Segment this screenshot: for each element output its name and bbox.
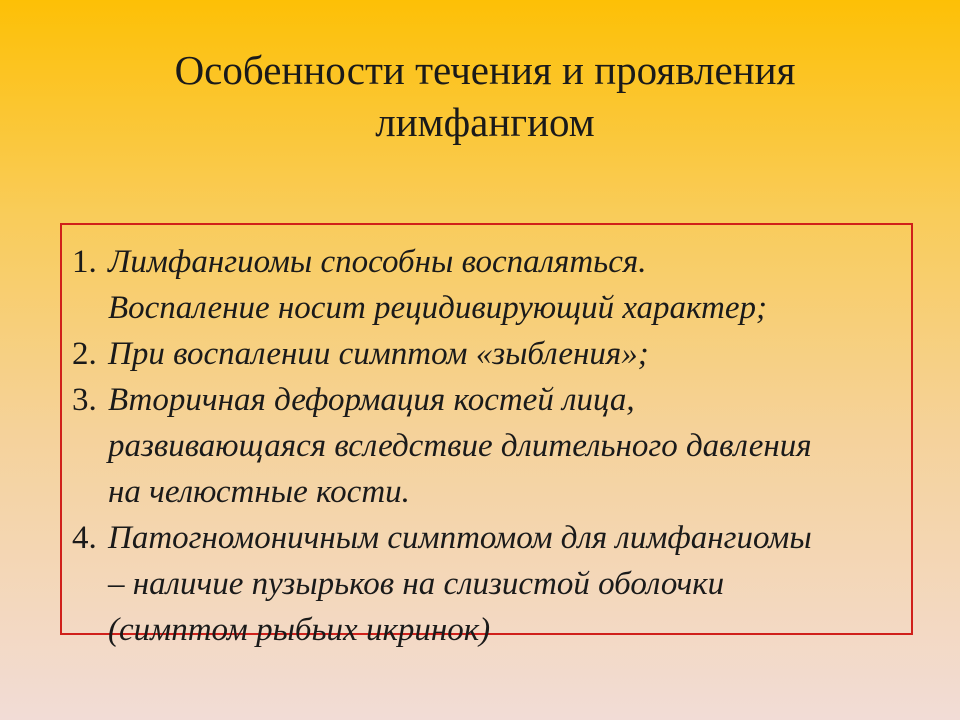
list-item-line: Вторичная деформация костей лица,: [108, 382, 635, 418]
list-item-text: [108, 515, 901, 653]
list-item-line: При воспалении симптом «зыбления»;: [108, 336, 649, 372]
slide-title-line-2: лимфангиом: [375, 99, 595, 145]
slide-title-line-1: Особенности течения и проявления: [174, 47, 796, 93]
list-item-text: [108, 377, 901, 515]
list-item-number: 1.: [72, 244, 97, 280]
list-item-3: [72, 377, 901, 515]
list-item-line: на челюстные кости.: [108, 474, 410, 510]
list-item-text: [108, 239, 901, 331]
list-item-line: развивающаяся вследствие длительного давления: [108, 428, 812, 464]
list-item-number: 2.: [72, 336, 97, 372]
content-box: [60, 223, 913, 648]
list-item-line: – наличие пузырьков на слизистой оболочки: [108, 566, 725, 602]
list-item-line: Лимфангиомы способны воспаляться.: [108, 244, 647, 280]
list-item-1: [72, 239, 901, 331]
list-item-line: Патогномоничным симптомом для лимфангиомы: [108, 520, 812, 556]
list-item-line: Воспаление носит рецидивирующий характер;: [108, 290, 768, 326]
list-item-number: 4.: [72, 520, 97, 556]
list-item-text: [108, 331, 901, 377]
list-item-line: (симптом рыбьих икринок): [108, 612, 491, 648]
slide-title: [80, 44, 890, 148]
list-item-4: [72, 515, 901, 653]
list-item-number: 3.: [72, 382, 97, 418]
list-item-2: [72, 331, 901, 377]
